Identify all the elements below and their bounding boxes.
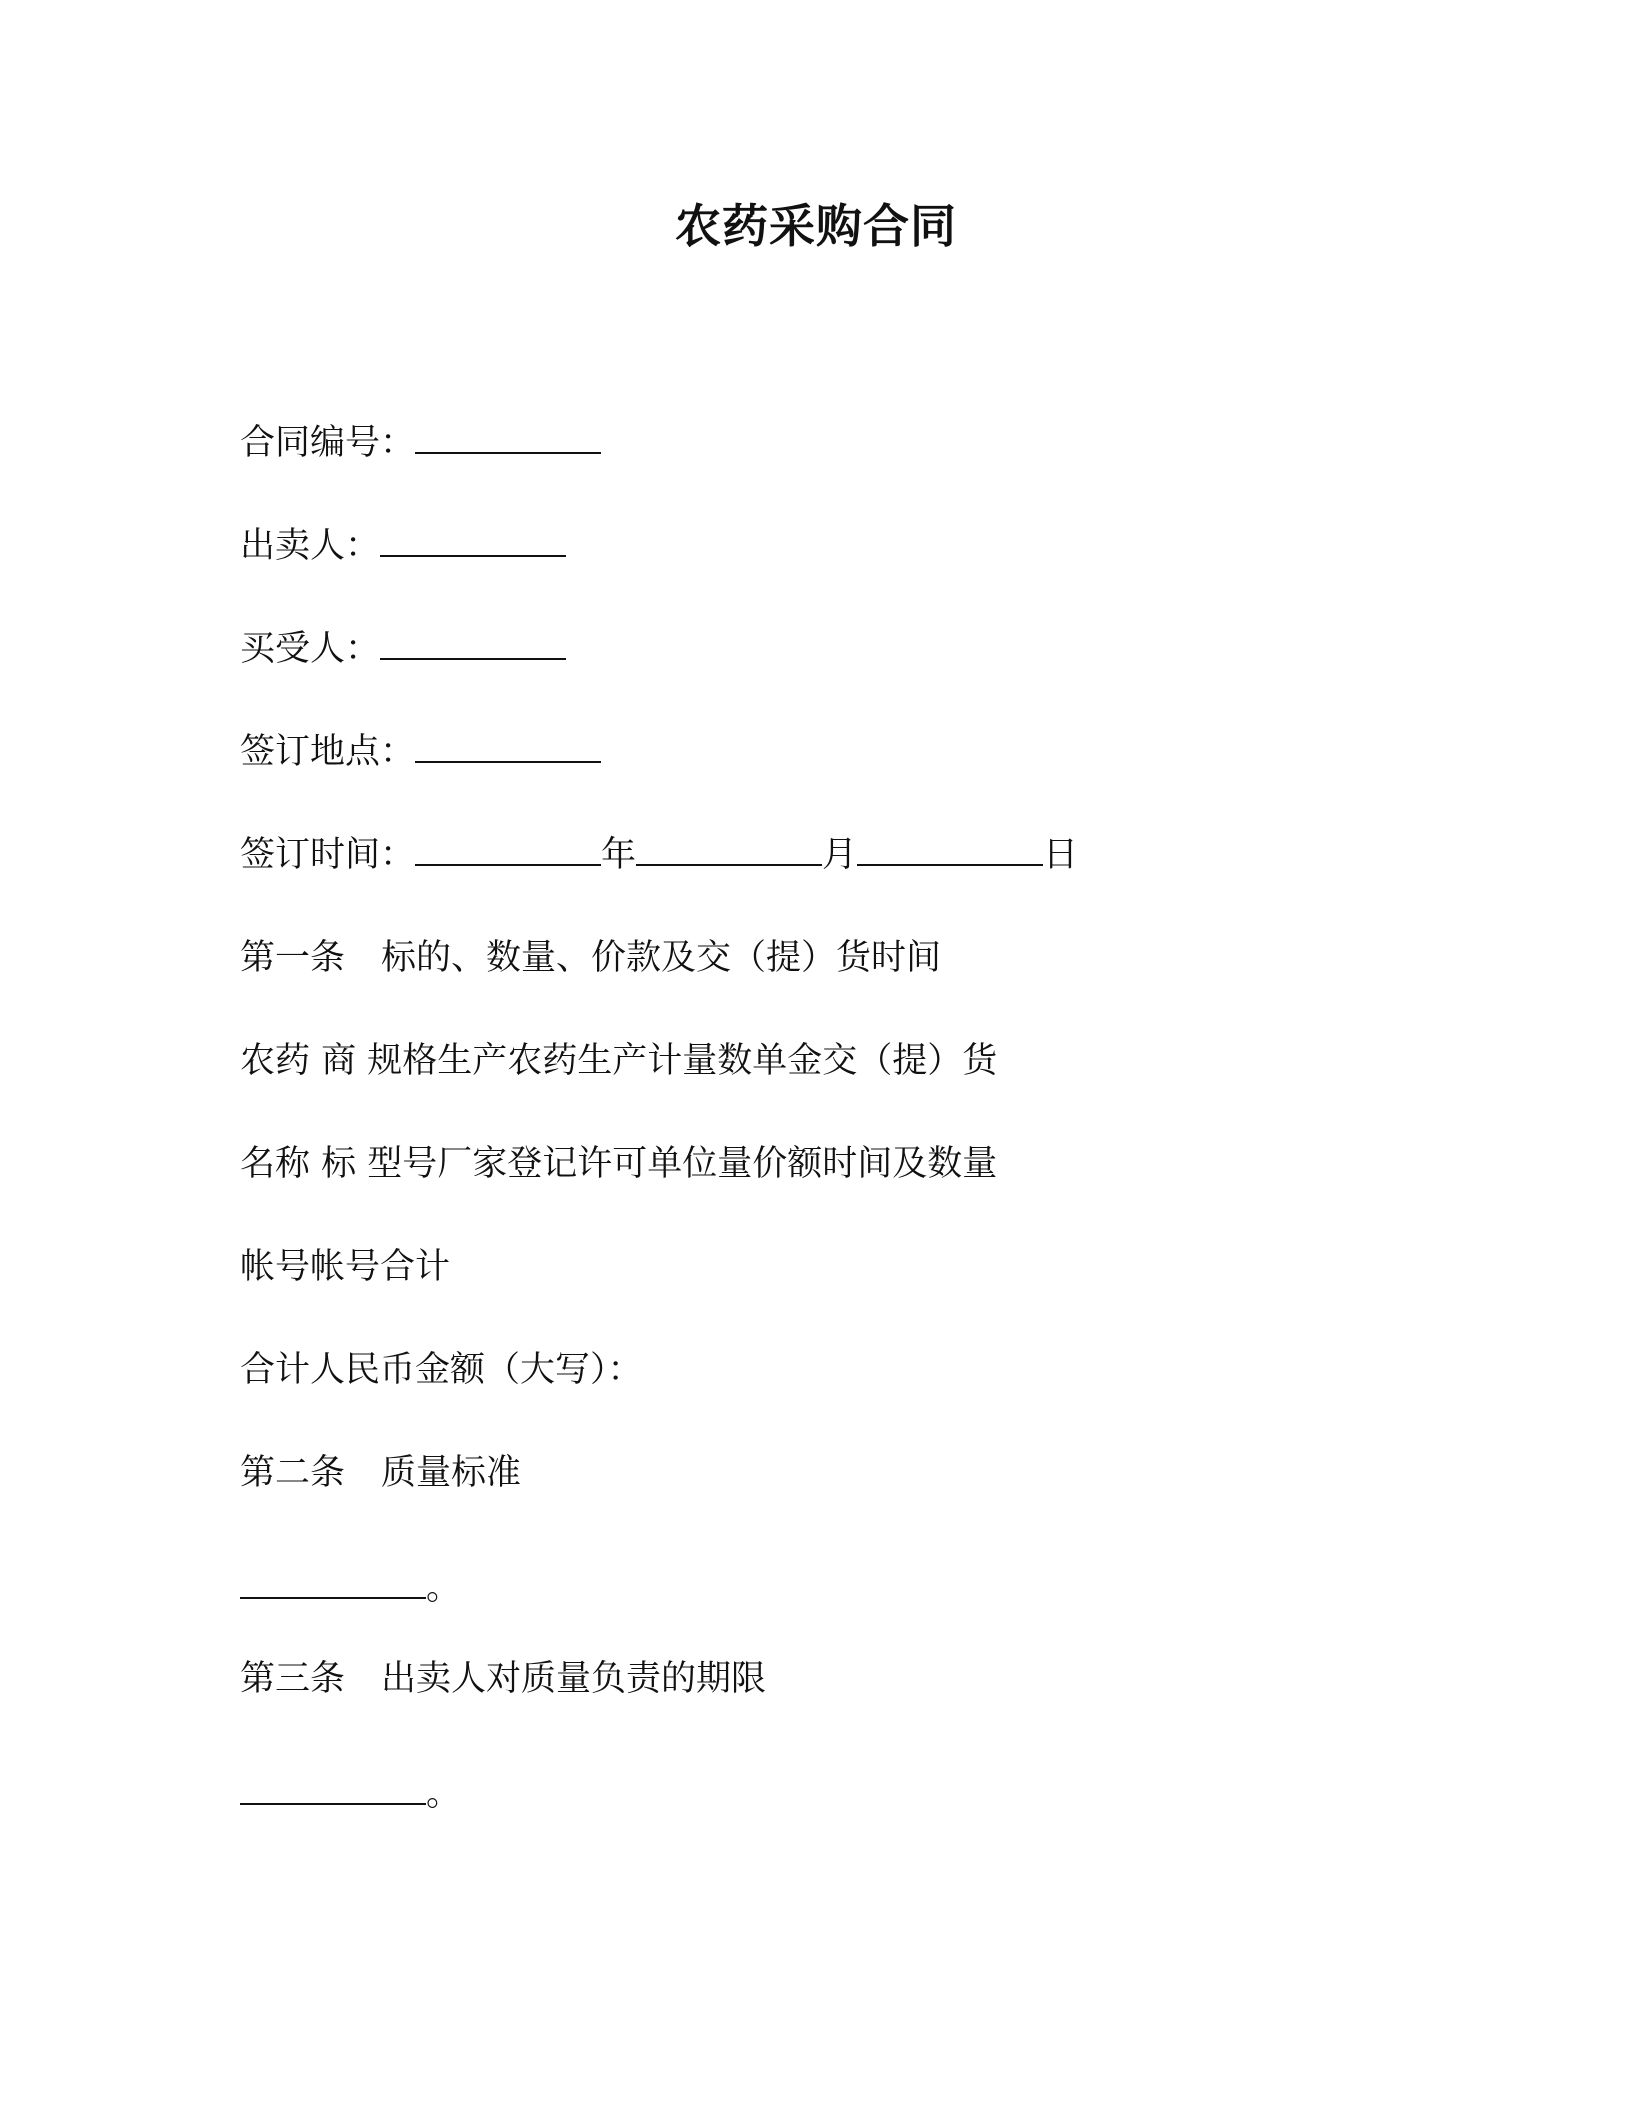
article2-end-mark: 。 [426, 1568, 462, 1608]
article3-title: 出卖人对质量负责的期限 [381, 1659, 767, 1699]
contract-number-line [240, 419, 601, 467]
article1-table-row1: 农药 商 规格生产农药生产计量数单金交（提）货 [240, 1041, 998, 1081]
seller-line [240, 522, 566, 570]
article3-heading [240, 1655, 766, 1703]
year-label: 年 [601, 835, 637, 875]
seller-label: 出卖人： [240, 526, 381, 566]
article3-end-mark: 。 [426, 1774, 462, 1814]
month-label: 月 [822, 835, 858, 875]
signing-place-label: 签订地点： [240, 732, 416, 772]
article2-content-line [240, 1564, 461, 1612]
buyer-label: 买受人： [240, 629, 381, 669]
article3-content-line [240, 1770, 461, 1818]
day-label: 日 [1043, 835, 1079, 875]
article1-total-line: 合计人民币金额（大写）： [240, 1350, 643, 1390]
article1-table-row3: 帐号帐号合计 [240, 1247, 451, 1287]
article1-table-row2: 名称 标 型号厂家登记许可单位量价额时间及数量 [240, 1144, 998, 1184]
signing-place-line [240, 728, 601, 776]
article1-title: 标的、数量、价款及交（提）货时间 [381, 938, 942, 978]
article2-number: 第二条 [240, 1453, 346, 1493]
article1-number: 第一条 [240, 938, 346, 978]
document-title: 农药采购合同 [675, 199, 957, 253]
article2-heading [240, 1449, 521, 1497]
article2-blank[interactable] [240, 1567, 426, 1599]
buyer-line [240, 625, 566, 673]
signing-place-blank[interactable] [415, 731, 601, 763]
article3-blank[interactable] [240, 1773, 426, 1805]
day-blank[interactable] [857, 834, 1043, 866]
signing-time-label: 签订时间： [240, 835, 416, 875]
seller-blank[interactable] [380, 525, 566, 557]
year-blank[interactable] [415, 834, 601, 866]
month-blank[interactable] [636, 834, 822, 866]
article3-number: 第三条 [240, 1659, 346, 1699]
article1-heading [240, 934, 941, 982]
signing-time-line [240, 831, 1078, 879]
buyer-blank[interactable] [380, 628, 566, 660]
contract-number-blank[interactable] [415, 422, 601, 454]
contract-number-label: 合同编号： [240, 423, 416, 463]
article2-title: 质量标准 [381, 1453, 522, 1493]
